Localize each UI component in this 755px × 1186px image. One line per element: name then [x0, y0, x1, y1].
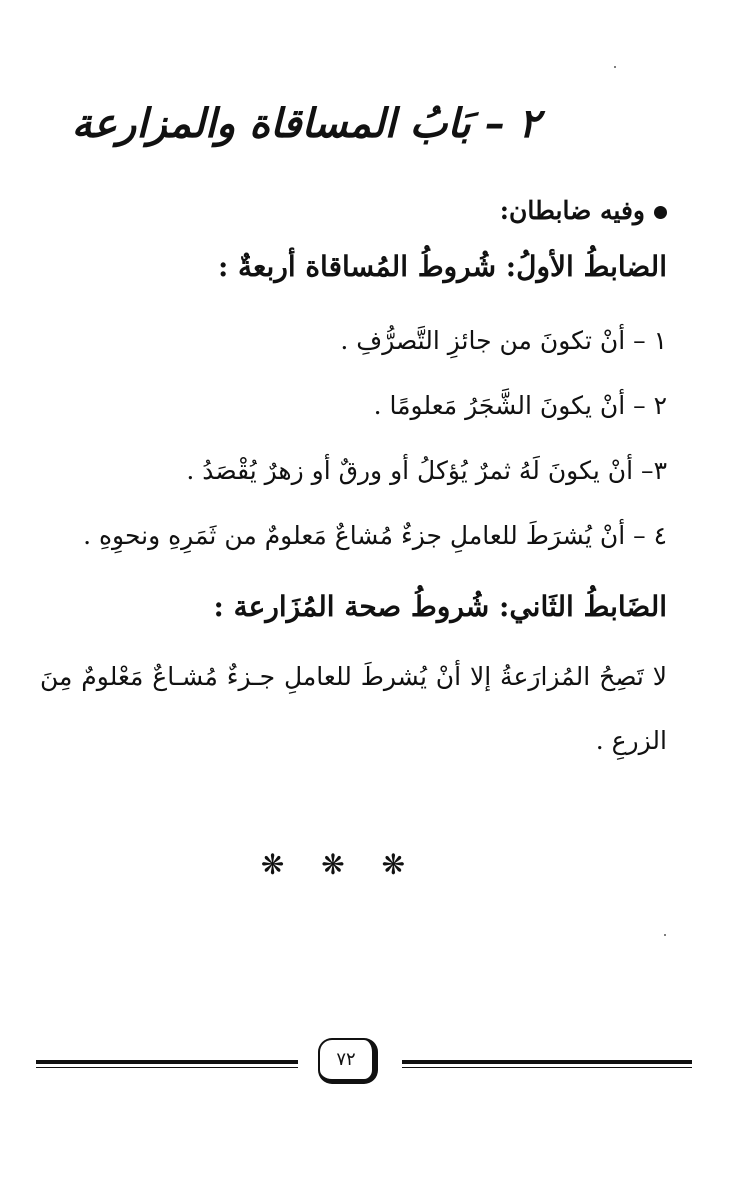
intro-text: وفيه ضابطان:: [499, 196, 645, 225]
rule-one-item-1: ١ – أنْ تكونَ من جائزِ التَّصرُّفِ .: [340, 326, 667, 355]
rule-one-item-3: ٣– أنْ يكونَ لَهُ ثمرٌ يُؤكلُ أو ورقٌ أو زهرٌ يُقْصَدُ .: [186, 456, 667, 485]
scan-speck: [614, 66, 616, 68]
footer-rule-left: [36, 1060, 298, 1064]
rule-one-heading: الضابطُ الأولُ: شُروطُ المُساقاة أربعةٌ :: [217, 250, 667, 283]
rule-two-paragraph-line-1: لا تَصِحُ المُزارَعةُ إلا أنْ يُشرطَ للعاملِ جـزءٌ مُشـاعٌ مَعْلومٌ مِنَ: [40, 662, 667, 691]
footer-rule-right: [402, 1060, 692, 1064]
rule-one-item-2: ٢ – أنْ يكونَ الشَّجَرُ مَعلومًا .: [373, 391, 667, 420]
intro-line: [500, 196, 667, 225]
bullet-icon: [654, 206, 667, 219]
rule-two-heading: الضَابطُ الثَاني: شُروطُ صحة المُزَارعة :: [213, 590, 667, 623]
chapter-title: ٢ – بَابُ المساقاة والمزارعة: [71, 100, 540, 147]
rule-two-paragraph-line-2: الزرعِ .: [595, 726, 667, 755]
rule-one-item-4: ٤ – أنْ يُشرَطَ للعاملِ جزءٌ مُشاعٌ مَعلومٌ من ثَمَرِهِ ونحوِهِ .: [83, 521, 667, 550]
page-number: ٧٢: [318, 1038, 378, 1084]
scan-speck: [664, 934, 666, 936]
section-separator: ❋ ❋ ❋: [260, 848, 420, 881]
